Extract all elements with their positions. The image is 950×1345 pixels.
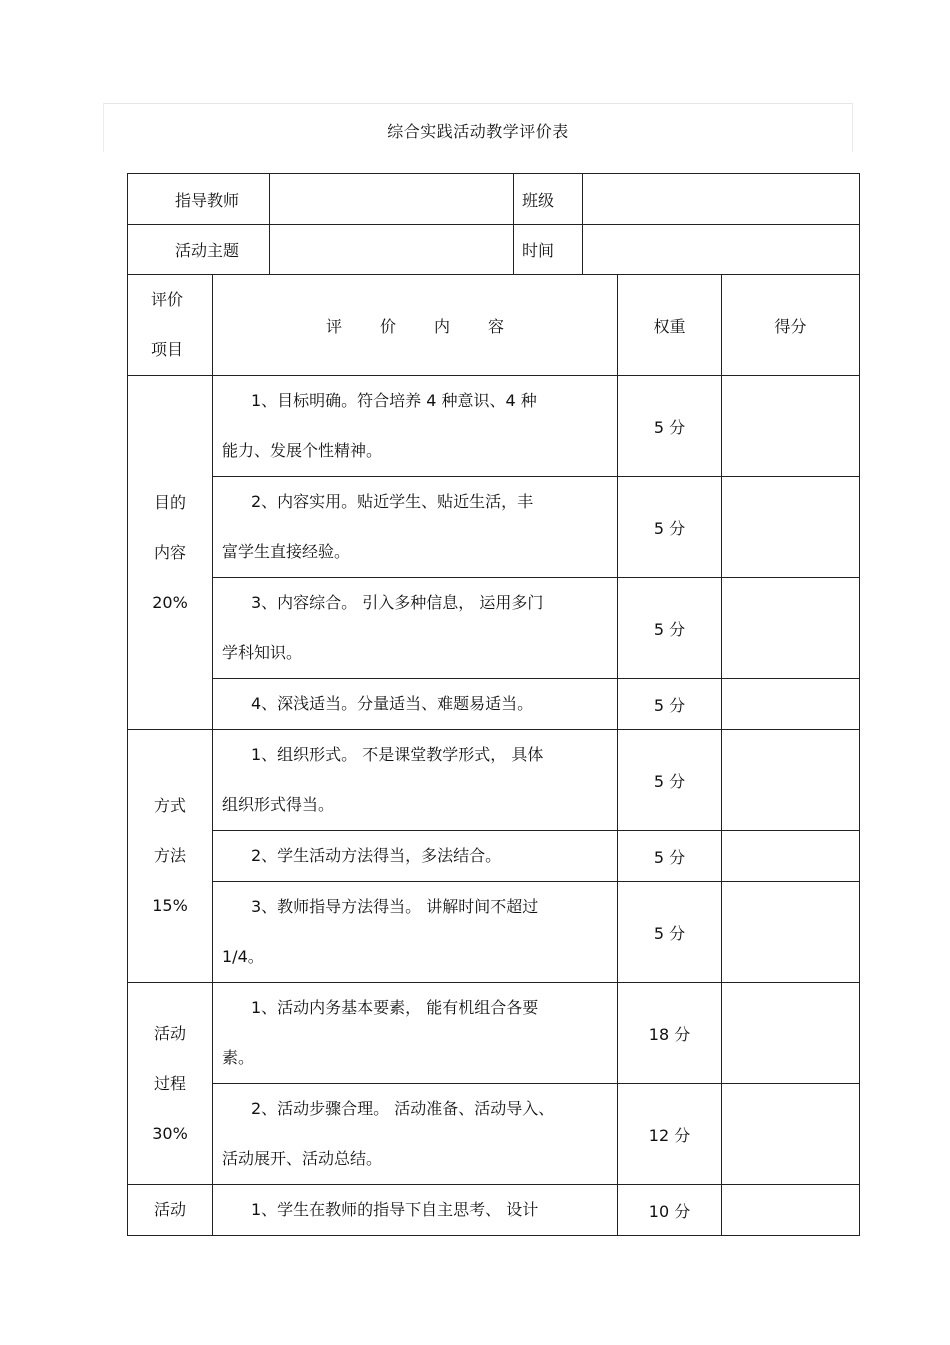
score-cell[interactable]: [722, 578, 860, 679]
score-cell[interactable]: [722, 1185, 860, 1236]
score-cell[interactable]: [722, 376, 860, 477]
criterion-content: [213, 730, 618, 831]
header-weight: 权重: [618, 275, 722, 376]
criterion-weight: 5 分: [618, 578, 722, 679]
criterion-line: 组织形式得当。: [222, 795, 335, 814]
score-cell[interactable]: [722, 730, 860, 831]
header-item-line2: 项目: [151, 340, 184, 359]
criterion-line: 1/4。: [222, 947, 264, 966]
group-label: [128, 983, 213, 1185]
group-label: [128, 730, 213, 983]
score-cell[interactable]: [722, 983, 860, 1084]
criterion-line: 富学生直接经验。: [222, 542, 351, 561]
table-row: [128, 983, 860, 1084]
criterion-content: [213, 376, 618, 477]
table-row: [128, 882, 860, 983]
criterion-line: 1、目标明确。符合培养 4 种意识、4 种: [251, 391, 537, 410]
header-content-char: 评: [325, 316, 342, 336]
criterion-line: 1、活动内务基本要素， 能有机组合各要: [251, 998, 539, 1017]
criterion-line: 4、深浅适当。分量适当、难题易适当。: [251, 694, 534, 713]
page-title: 综合实践活动教学评价表: [387, 122, 569, 141]
group-label-line: 活动: [153, 1023, 186, 1043]
criterion-weight: 5 分: [618, 376, 722, 477]
info-row-topic: [128, 225, 860, 275]
header-item-line1: 评价: [151, 290, 184, 309]
criterion-line: 素。: [222, 1048, 255, 1067]
criterion-line: 学科知识。: [222, 643, 303, 662]
criterion-content: [213, 477, 618, 578]
header-content-char: 内: [434, 316, 451, 336]
group-label: [128, 376, 213, 730]
criterion-line: 2、内容实用。贴近学生、贴近生活，丰: [251, 492, 534, 511]
criterion-line: 3、教师指导方法得当。 讲解时间不超过: [251, 897, 539, 916]
criterion-line: 3、内容综合。 引入多种信息， 运用多门: [251, 593, 544, 612]
score-cell[interactable]: [722, 1084, 860, 1185]
class-value[interactable]: [583, 174, 860, 225]
group-label-line: 过程: [153, 1073, 186, 1093]
criterion-content: [213, 882, 618, 983]
criterion-weight: 10 分: [618, 1185, 722, 1236]
criterion-line: 1、学生在教师的指导下自主思考、 设计: [251, 1200, 539, 1219]
group-label-line: 方式: [153, 796, 186, 815]
time-label: 时间: [514, 225, 583, 275]
table-row: [128, 578, 860, 679]
criterion-content: [213, 983, 618, 1084]
criterion-weight: 5 分: [618, 882, 722, 983]
table-row: [128, 376, 860, 477]
group-label-line: 内容: [153, 542, 186, 562]
criterion-weight: 12 分: [618, 1084, 722, 1185]
table-row: [128, 477, 860, 578]
topic-value[interactable]: [270, 225, 514, 275]
criterion-content: [213, 679, 618, 730]
header-content-char: 价: [379, 316, 396, 336]
criterion-weight: 5 分: [618, 730, 722, 831]
criterion-weight: 5 分: [618, 831, 722, 882]
criterion-line: 2、活动步骤合理。 活动准备、活动导入、: [251, 1099, 555, 1118]
group-label-line: 活动: [153, 1200, 186, 1219]
group-label-line: 方法: [153, 846, 186, 865]
criterion-line: 能力、发展个性精神。: [222, 441, 383, 460]
teacher-label: 指导教师: [128, 174, 270, 225]
group-label-line: 20%: [152, 592, 188, 612]
score-cell[interactable]: [722, 679, 860, 730]
table-row: [128, 1185, 860, 1236]
criterion-weight: 5 分: [618, 477, 722, 578]
score-cell[interactable]: [722, 477, 860, 578]
criterion-content: [213, 1185, 618, 1236]
criterion-content: [213, 831, 618, 882]
time-value[interactable]: [583, 225, 860, 275]
criterion-content: [213, 578, 618, 679]
criterion-weight: 5 分: [618, 679, 722, 730]
criterion-line: 1、组织形式。 不是课堂教学形式， 具体: [251, 745, 544, 764]
header-content-char: 容: [488, 316, 505, 336]
group-label-line: 30%: [152, 1123, 188, 1143]
table-row: [128, 730, 860, 831]
header-score: 得分: [722, 275, 860, 376]
score-cell[interactable]: [722, 831, 860, 882]
criterion-weight: 18 分: [618, 983, 722, 1084]
class-label: 班级: [514, 174, 583, 225]
group-label-line: 目的: [153, 492, 186, 512]
group-label-line: 15%: [152, 896, 188, 915]
header-item: [128, 275, 213, 376]
topic-label: 活动主题: [128, 225, 270, 275]
criterion-line: 2、学生活动方法得当，多法结合。: [251, 846, 502, 865]
teacher-value[interactable]: [270, 174, 514, 225]
score-cell[interactable]: [722, 882, 860, 983]
evaluation-table: [127, 173, 860, 1236]
table-row: [128, 679, 860, 730]
criterion-content: [213, 1084, 618, 1185]
info-row-teacher: [128, 174, 860, 225]
table-row: [128, 1084, 860, 1185]
header-content: [213, 275, 618, 376]
title-frame: [103, 103, 853, 152]
table-row: [128, 831, 860, 882]
group-label: [128, 1185, 213, 1236]
criterion-line: 活动展开、活动总结。: [222, 1149, 383, 1168]
header-row: [128, 275, 860, 376]
